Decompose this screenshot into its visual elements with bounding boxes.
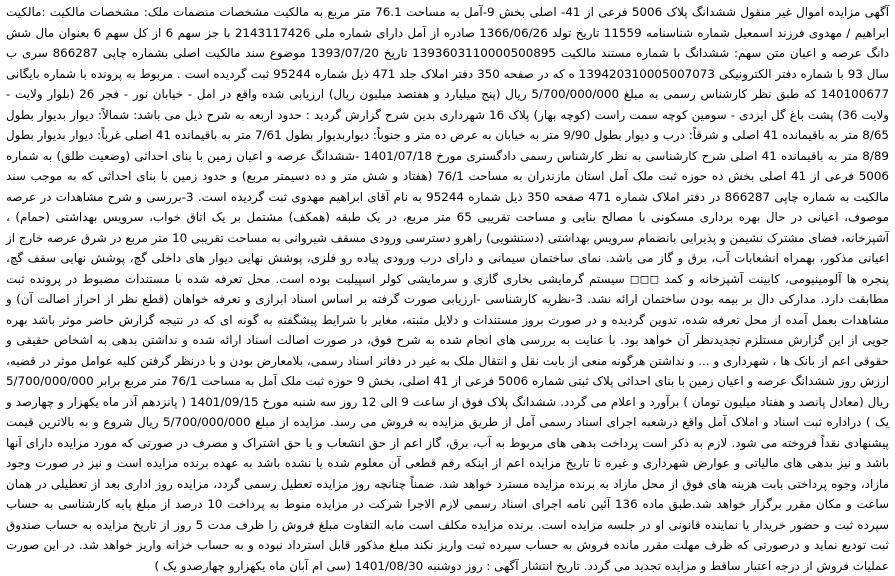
auction-notice-text: آگهی مزایده اموال غیر منقول ششدانگ پلاک 5006 فرعی از 41- اصلی بخش 9-آمل به مساحت 76.1 متر مربع به مالکیت مشخصات منضمات ملک: مشخصات مالکیت :مالکیت ابراهیم / مهدوی فرزند اسمعیل شماره شناسنامه 11559 تاریخ تولد 1366/06/26 صادره از آمل دارای شماره ملی 2143117426 با جز سهم 6 از کل سهم 6 بعنوان مال شش دانگ عرصه و اعیان متن سهم: ششدانگ با شماره مستند مالکیت 1393603110000500895 تاریخ 1393/07/20 موضوع سند مالکیت اصلی بشماره چاپی 866287 سری ب سال 93 با شماره دفتر الکترونیکی 139420310005007073 ه که در صفحه 350 دفتر املاک جلد 471 ذیل شماره 95244 ثبت گردیده است . مربوط به پرونده با شماره بایگانی 140100677 که طبق نظر کارشناس رسمی به مبلغ 5/700/000/000 ریال (پنج میلیارد و هفتصد میلیون ریال) ارزیابی شده واقع در امل - خیابان نور - فجر 26 (بلوار ولایت - ولایت 36) پشت باغ گل ایزدی - سومین کوچه سمت راست (کوچه بهار) پلاک 16 شهرداری بدین شرح گزارش گردید : حدود اربعه به شرح ذیل می باشد: شمالاً: دیوار بدیوار بطول 8/65 متر به باقیمانده 41 اصلی و شرقاً: درب و دیوار بطول 9/90 متر به خیابان به عرض ده متر و جنوباً: دیواربدیوار بطول 7/61 متر به باقیمانده 41 اصلی غرباً: دیوار بدیوار بطول 8/89 متر به باقیمانده 41 اصلی شرح کارشناسی به نظر کارشناس رسمی دادگستری مورخ 1401/07/18 -ششدانگ عرصه و اعیان زمین با بنای احداثی (وضعیت طلق) به شماره 5006 فرعی از 41 اصلی بخش ده حوزه ثبت ملک آمل استان مازندران به مساحت 76/1 (هفتاد و شش متر و ده دسیمتر مربع) و حدود زمین با بنای احداثی که به موجب سند مالکیت به شماره چاپی 866287 در دفتر املاک شماره 471 صفحه 350 ذیل شماره 95244 به نام آقای ابراهیم مهدوی ثبت گردیده است. 3-بررسی و شرح مشاهدات در عرصه موصوف، اعیانی در حال بهره برداری مسکونی با مصالح بنایی و مساحت تقریبی 65 متر مربع، در یک طبقه (همکف) مشتمل بر یک اتاق خواب، سرویس بهداشتی (حمام) ، آشپزخانه، فضای مشترک نشیمن و پذیرایی بانضمام سرویس بهداشتی (دستشویی) راهرو دسترسی ورودی مسقف شیروانی به مساحت تقریبی 10 متر مربع در شرق عرصه خارج از اعیانی مذکور، بهمراه انشعابات آب، برق و گاز می باشد. نمای ساختمان سیمانی و دارای درب ورودی پیاده رو فلزی، پوشش نهایی دیوار های داخلی گچ، پوشش نهایی سقف گچ، پنجره ها آلومینیومی، کابینت آشپزخانه و کمد ◻◻◻ سیستم گرمایشی بخاری گازی و سرمایشی کولر اسپیلیت بوده است. محل تعرفه شده با مستندات مضبوط در پرونده ثبت مطابقت دارد. مدارکی دال بر بیمه بودن ساختمان ارائه نشد. 3-نظریه کارشناسی -ارزیابی صورت گرفته بر اساس اسناد ابرازی و تعرفه خواهان (قطع نظر از احراز اصالت آن) و مشاهدات بعمل آمده از محل تعرفه شده، تدوین گردیده و در صورت بروز مستندات و دلایل مثبته، مغایر با شرایط پیشگفته به گونه ای که در نتیجه گزارش حاضر موثر باشد بهره جویی از این گزارش مستلزم تجدیدنظر آن خواهد بود. با عنایت به بررسی های انجام شده به شرح فوق، در صورت اصالت اسناد ارائه شده و نداشتن بدهی به اشخاص حقیقی و حقوقی اعم از بانک ها ، شهرداری و ... و نداشتن هرگونه منعی از بابت نقل و انتقال ملک به غیر در دفاتر اسناد رسمی، بلامعارض بودن و با درنظر گرفتن کلیه عوامل موثر در قضیه، ارزش روز ششدانگ عرصه و اعیان زمین با بنای احداثی پلاک ثبتی شماره 5006 فرعی از 41 اصلی، بخش 9 حوزه ثبت ملک آمل به مساحت 76/1 متر مربع برابر 5/700/000/000 ریال (معادل پانصد و هفتاد میلیون تومان ) برآورد و اعلام می گردد. ششدانگ پلاک فوق از ساعت 9 الی 12 روز سه شنبه مورخ 1401/09/15 ( پانزدهم آذر ماه یکهزار و چهارصد و یک ) دراداره ثبت اسناد و املاک آمل واقع درشعبه اجرای اسناد رسمی آمل از طریق مزایده به فروش می رسد. مزایده از مبلغ 5/700/000/000 ریال شروع و به بالاترین قیمت پیشنهادی نقداً فروخته می شود. لازم به ذکر است پرداخت بدهی های مربوط به آب، برق، گاز اعم از حق انشعاب و یا حق اشتراک و مصرف در صورتی که مورد مزایده دارای آنها باشد و نیز بدهی های مالیاتی و عوارض شهرداری و غیره تا تاریخ مزایده اعم از اینکه رقم قطعی آن معلوم شده یا نشده باشد به عهده برنده مزایده است و نیز در صورت وجود مازاد، وجوه پرداختی بابت هزینه های فوق از محل مازاد به برنده مزایده مسترد خواهد شد. ضمناً چنانچه روز مزایده تعطیل رسمی گردد، مزایده روز اداری بعد از تعطیلی در همان ساعت و مکان مقرر برگزار خواهد شد.طبق ماده 136 آئین نامه اجرای اسناد رسمی لازم الاجرا شرکت در مزایده منوط به پرداخت 10 درصد از مبلغ پایه کارشناسی به حساب سپرده ثبت و حضور خریدار یا نماینده قانونی او در جلسه مزایده است. برنده مزایده مکلف است مابه التفاوت مبلغ فروش را ظرف مدت 5 روز از تاریخ مزایده به حساب صندوق ثبت تودیع نماید و درصورتی که ظرف مهلت مقرر مانده فروش به حساب سپرده ثبت واریز نکند مبلغ مذکور قابل استرداد نبوده و به حساب خزانه واریز خواهد شد. در این صورت عملیات فروش از درجه اعتبار ساقط و مزایده تجدید می گردد. تاریخ انتشار آگهی : روز دوشنبه 1401/08/30 (سی ام آبان ماه یکهزارو چهارصدو یک ): [5, 5, 890, 573]
